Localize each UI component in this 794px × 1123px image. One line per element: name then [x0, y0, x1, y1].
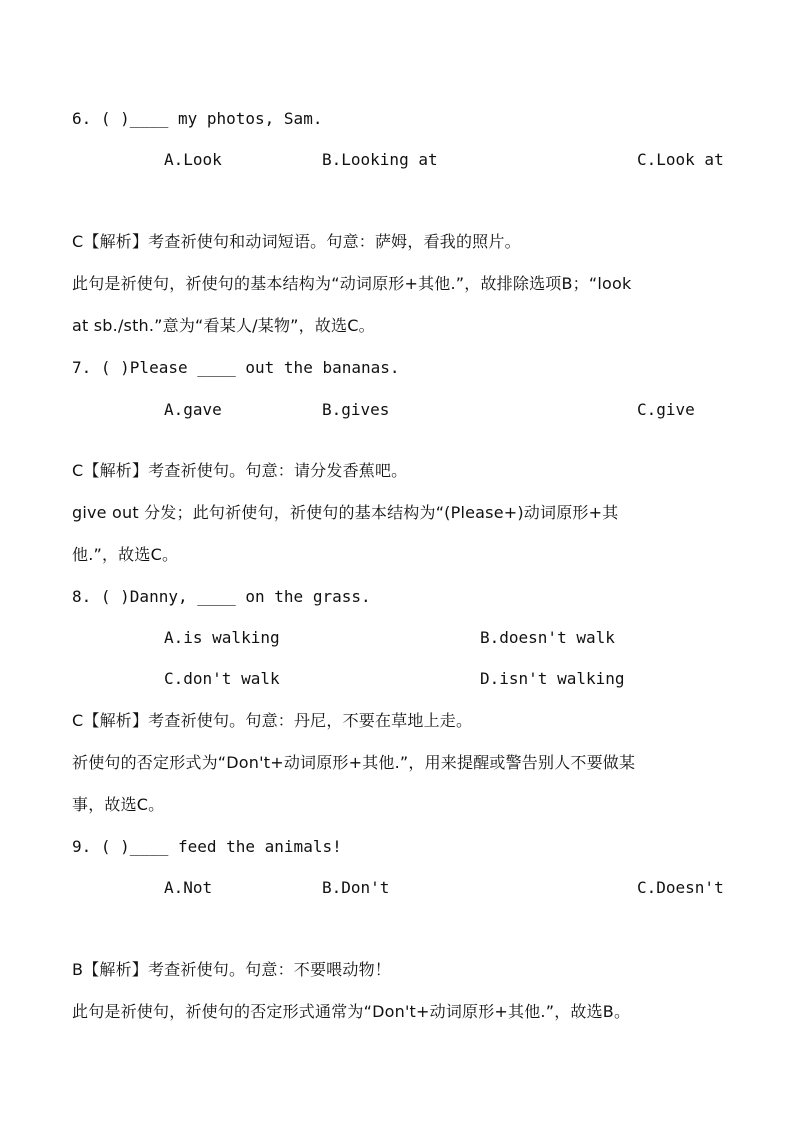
- question-7-option-c: C.give: [637, 400, 695, 419]
- question-9-option-b: B.Don't: [322, 878, 390, 897]
- question-7-option-b: B.gives: [322, 400, 390, 419]
- question-9-explanation-line: 此句是祈使句，祈使句的否定形式通常为“Don't+动词原形+其他.”，故选B。: [72, 1002, 631, 1021]
- question-6-explanation-line: at sb./sth.”意为“看某人/某物”，故选C。: [72, 316, 375, 335]
- question-8-answer: C【解析】考查祈使句。句意：丹尼，不要在草地上走。: [72, 711, 473, 730]
- question-6-option-a: A.Look: [164, 150, 222, 169]
- question-7-option-a: A.gave: [164, 400, 222, 419]
- question-6-option-c: C.Look at: [637, 150, 724, 169]
- question-6-explanation-line: 此句是祈使句，祈使句的基本结构为“动词原形+其他.”，故排除选项B；“look: [72, 274, 632, 293]
- question-8-explanation-line: 祈使句的否定形式为“Don't+动词原形+其他.”，用来提醒或警告别人不要做某: [72, 753, 636, 772]
- question-8-stem: 8. ( )Danny, ____ on the grass.: [72, 587, 371, 606]
- question-6-option-b: B.Looking at: [322, 150, 438, 169]
- question-8-explanation-line: 事，故选C。: [72, 795, 165, 814]
- question-8-option-c: C.don't walk: [164, 669, 280, 688]
- question-6-stem: 6. ( )____ my photos, Sam.: [72, 109, 323, 128]
- question-8-option-b: B.doesn't walk: [480, 628, 615, 647]
- question-7-explanation-line: 他.”，故选C。: [72, 545, 179, 564]
- question-6-answer: C【解析】考查祈使句和动词短语。句意：萨姆，看我的照片。: [72, 232, 521, 251]
- question-7-stem: 7. ( )Please ____ out the bananas.: [72, 358, 400, 377]
- question-7-answer: C【解析】考查祈使句。句意：请分发香蕉吧。: [72, 461, 408, 480]
- question-9-option-c: C.Doesn't: [637, 878, 724, 897]
- question-7-explanation-line: give out 分发；此句祈使句，祈使句的基本结构为“(Please+)动词原形+其: [72, 503, 619, 522]
- question-9-option-a: A.Not: [164, 878, 213, 897]
- question-8-option-d: D.isn't walking: [480, 669, 625, 688]
- question-9-answer: B【解析】考查祈使句。句意：不要喂动物！: [72, 960, 391, 979]
- question-8-option-a: A.is walking: [164, 628, 280, 647]
- question-9-stem: 9. ( )____ feed the animals!: [72, 837, 342, 856]
